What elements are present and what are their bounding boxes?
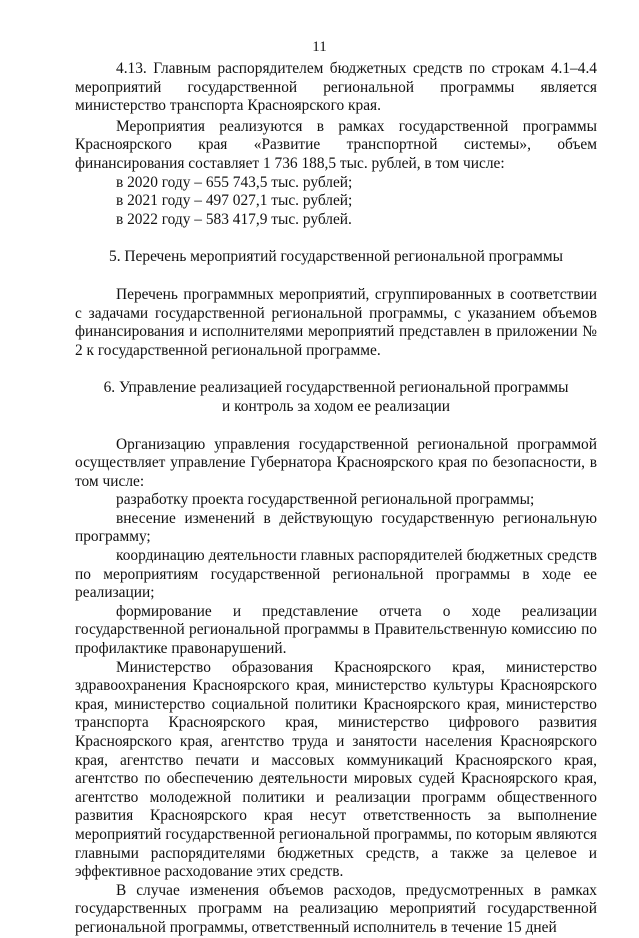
- paragraph-coordination: координацию деятельности главных распорядителей бюджетных средств по мероприятиям государственной региональной программы в ходе ее реализации;: [75, 547, 597, 602]
- paragraph-section-5: Перечень программных мероприятий, сгруппированных в соответствии с задачами государственной региональной программы, с указанием объемов финансирования и исполнителями мероприятий представлен в приложении № 2 к государственной региональной программе.: [75, 285, 597, 359]
- paragraph-management: Организацию управления государственной региональной программой осуществляет управление Губернатора Красноярского края по безопасности, в том числе:: [75, 435, 597, 490]
- paragraph-amendments: внесение изменений в действующую государственную региональную программу;: [75, 509, 597, 546]
- paragraph-financing: Мероприятия реализуются в рамках государственной программы Красноярского края «Развитие транспортной системы», объем финансирования составляет 1 736 188,5 тыс. рублей, в том числе:: [75, 117, 597, 172]
- paragraph-year-2022: в 2022 году – 583 417,9 тыс. рублей.: [116, 210, 352, 228]
- paragraph-reporting: формирование и представление отчета о ходе реализации государственной региональной программы в Правительственную комиссию по профилактике правонарушений.: [75, 602, 597, 658]
- page-number: 11: [312, 39, 327, 55]
- section-5-heading: 5. Перечень мероприятий государственной региональной программы: [109, 248, 563, 266]
- paragraph-development: разработку проекта государственной региональной программы;: [116, 491, 535, 509]
- paragraph-year-2021: в 2021 году – 497 027,1 тыс. рублей;: [116, 192, 353, 210]
- paragraph-4-13: 4.13. Главным распорядителем бюджетных средств по строкам 4.1–4.4 мероприятий государственной региональной программы является министерство транспорта Красноярского края.: [75, 60, 597, 115]
- section-6-heading: [75, 379, 597, 416]
- paragraph-year-2020: в 2020 году – 655 743,5 тыс. рублей;: [116, 173, 353, 191]
- section-6-heading-line-2: и контроль за ходом ее реализации: [221, 397, 451, 415]
- document-body: [75, 60, 597, 938]
- section-6-heading-line-1: 6. Управление реализацией государственной региональной программы: [103, 379, 569, 397]
- paragraph-expense-changes: В случае изменения объемов расходов, предусмотренных в рамках государственных программ на реализацию мероприятий государственной региональной программы, ответственный исполнитель в течение 15 дней: [75, 881, 597, 936]
- paragraph-ministries: Министерство образования Красноярского края, министерство здравоохранения Красноярского края, министерство культуры Красноярского края, министерство социальной политики Красноярского края, министерство транспорта Красноярского края, министерство цифрового развития Красноярского края, агентство труда и занятости населения Красноярского края, агентство печати и массовых коммуникаций Красноярского края, агентство по обеспечению деятельности мировых судей Красноярского края, агентство молодежной политики и реализации программ общественного развития Красноярского края несут ответственность за выполнение мероприятий государственной региональной программы, по которым являются главными распорядителями бюджетных средств, а также за целевое и эффективное расходование этих средств.: [75, 658, 597, 881]
